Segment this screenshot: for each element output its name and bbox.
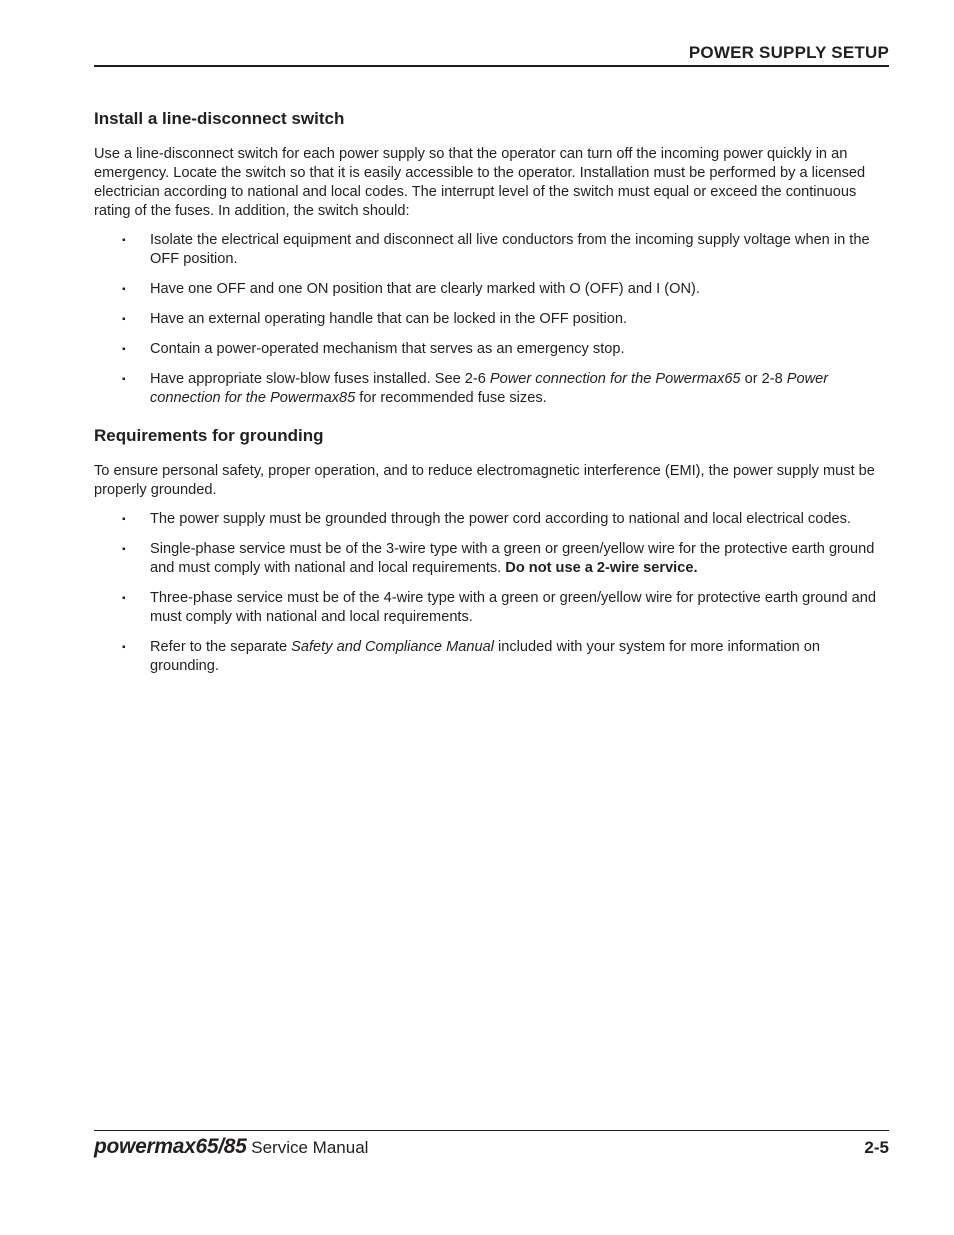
list-item-text: Contain a power-operated mechanism that serves as an emergency stop. bbox=[150, 341, 625, 357]
bullet-icon: ▪ bbox=[122, 344, 126, 355]
bullet-icon: ▪ bbox=[122, 235, 126, 246]
text-fragment: or 2-8 bbox=[740, 371, 787, 387]
heading-line-disconnect: Install a line-disconnect switch bbox=[94, 109, 345, 128]
footer-manual-title bbox=[94, 1135, 368, 1159]
bullet-icon: ▪ bbox=[122, 314, 126, 325]
bullet-icon: ▪ bbox=[122, 374, 126, 385]
list-item-text: Isolate the electrical equipment and disconnect all live conductors from the incoming supply voltage when in the OFF position. bbox=[150, 232, 870, 267]
list-item bbox=[94, 540, 890, 578]
manual-title: Safety and Compliance Manual bbox=[291, 639, 494, 655]
intro-line-disconnect: Use a line-disconnect switch for each power supply so that the operator can turn off the incoming power quickly in an emergency. Locate the switch so that it is easily accessible to the operator. Installation must be performed by a licensed electrician according to national and local codes. The interrupt level of the switch must equal or exceed the continuous rating of the fuses. In addition, the switch should: bbox=[94, 146, 866, 219]
list-item bbox=[94, 510, 890, 529]
page-content bbox=[94, 108, 890, 687]
page-number: 2-5 bbox=[864, 1138, 889, 1157]
bullet-icon: ▪ bbox=[122, 593, 126, 604]
list-item bbox=[94, 370, 890, 408]
bullet-icon: ▪ bbox=[122, 544, 126, 555]
heading-grounding: Requirements for grounding bbox=[94, 426, 324, 445]
cross-reference: Power connection for the Powermax65 bbox=[489, 371, 741, 387]
intro-grounding: To ensure personal safety, proper operation, and to reduce electromagnetic interference (EMI), the power supply must be properly grounded. bbox=[94, 463, 875, 498]
section-title: POWER SUPPLY SETUP bbox=[688, 43, 889, 62]
bullet-icon: ▪ bbox=[122, 642, 126, 653]
text-fragment: for recommended fuse sizes. bbox=[355, 390, 547, 406]
text-fragment: Single-phase service must be of the 3-wire type with a green or green/yellow wire for the protective earth ground and must comply with national and local requirements. bbox=[150, 541, 875, 576]
list-item bbox=[94, 638, 890, 676]
cross-reference: Power connection for the Powermax85 bbox=[150, 371, 829, 406]
footer-label: Service Manual bbox=[246, 1138, 369, 1157]
warning-text: Do not use a 2-wire service. bbox=[505, 560, 698, 576]
page-header bbox=[94, 43, 889, 67]
list-item-text: Three-phase service must be of the 4-wire type with a green or green/yellow wire for protective earth ground and must comply with national and local requirements. bbox=[150, 590, 877, 625]
list-item-text: Have an external operating handle that can be locked in the OFF position. bbox=[150, 311, 628, 327]
list-item-text bbox=[150, 371, 828, 406]
section-grounding bbox=[94, 425, 890, 676]
list-item bbox=[94, 589, 890, 627]
list-item bbox=[94, 280, 890, 299]
text-fragment: Refer to the separate bbox=[150, 639, 292, 655]
bullet-icon: ▪ bbox=[122, 514, 126, 525]
list-item-text: Have one OFF and one ON position that are clearly marked with O (OFF) and I (ON). bbox=[150, 281, 700, 297]
list-switch-requirements bbox=[94, 231, 890, 408]
list-item bbox=[94, 231, 890, 269]
list-item-text bbox=[150, 541, 874, 576]
text-fragment: Have appropriate slow-blow fuses installed. See 2-6 bbox=[150, 371, 490, 387]
list-item bbox=[94, 340, 890, 359]
brand-logo: powermax65/85 bbox=[94, 1135, 247, 1158]
bullet-icon: ▪ bbox=[122, 284, 126, 295]
list-grounding-requirements bbox=[94, 510, 890, 676]
list-item bbox=[94, 310, 890, 329]
list-item-text bbox=[150, 639, 820, 674]
list-item-text: The power supply must be grounded through the power cord according to national and local electrical codes. bbox=[150, 511, 851, 527]
page-footer bbox=[94, 1130, 889, 1171]
text-fragment: included with your system for more information on grounding. bbox=[150, 639, 821, 674]
